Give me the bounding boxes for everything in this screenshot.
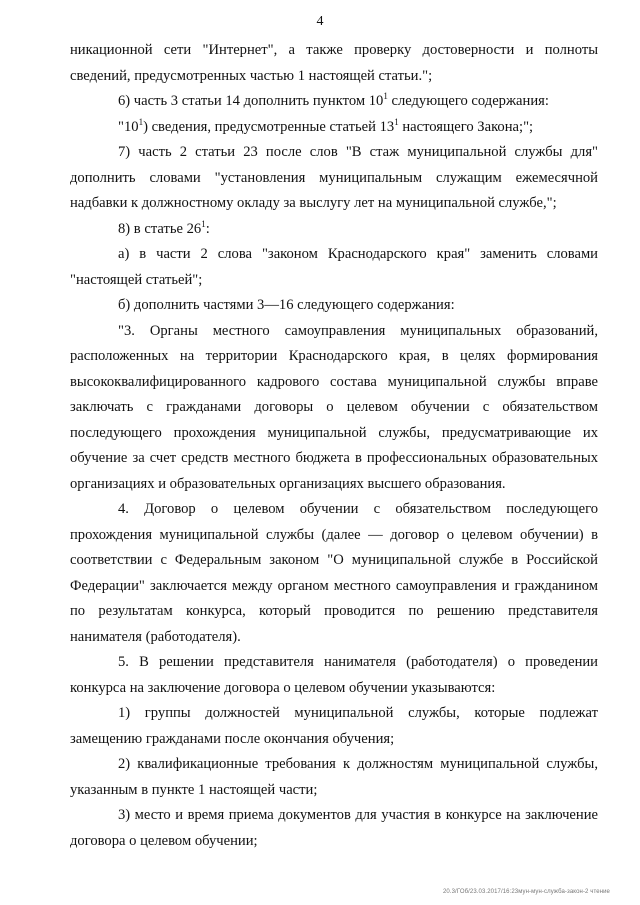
paragraph-text: :: [205, 220, 210, 237]
paragraph-text: 6) часть 3 статьи 14 дополнить пунктом 10: [118, 93, 384, 109]
paragraph: [70, 319, 598, 498]
superscript: 1: [383, 91, 388, 102]
paragraph: [70, 752, 598, 803]
paragraph-text: "10: [118, 118, 139, 135]
paragraph-text: 8) в статье 26: [118, 220, 202, 237]
paragraph: [70, 115, 598, 141]
paragraph-text: ) сведения, предусмотренные статьей 13: [143, 118, 395, 135]
paragraph-text: 1) группы должностей муниципальной службы, которые подлежат замещению гражданами после окончания обучения;: [70, 705, 598, 747]
footer-file-stamp: 20.3/ГОб/23.03.2017/16:23мун-мун-служба-закон-2 чтение: [442, 889, 610, 895]
superscript: 1: [201, 218, 206, 229]
superscript: 1: [138, 116, 144, 127]
paragraph-text: 7) часть 2 статьи 23 после слов "В стаж муниципальной службы для" дополнить словами "установления муниципальным служащим ежемесячной надбавки к должностному окладу за выслугу лет на муниципальной службе,";: [70, 144, 598, 211]
paragraph: [70, 701, 598, 752]
paragraph-text: 2) квалификационные требования к должностям муниципальной службы, указанным в пункте 1 настоящей части;: [70, 756, 598, 798]
paragraph: [70, 89, 598, 115]
paragraph: [70, 293, 598, 319]
paragraph-text: 5. В решении представителя нанимателя (работодателя) о проведении конкурса на заключение договора о целевом обучении указываются:: [70, 654, 598, 696]
paragraph-text: а) в части 2 слова "законом Краснодарского края" заменить словами "настоящей статьей";: [70, 246, 598, 288]
paragraph: [70, 242, 598, 293]
paragraph: [70, 140, 598, 217]
document-body: [70, 38, 598, 854]
paragraph: [70, 803, 598, 854]
page-number: 4: [316, 14, 324, 29]
paragraph-text: 3) место и время приема документов для участия в конкурсе на заключение договора о целевом обучении;: [70, 807, 598, 849]
paragraph-text: никационной сети "Интернет", а также проверку достоверности и полноты сведений, предусмотренных частью 1 настоящей статьи.";: [70, 42, 598, 84]
paragraph: [70, 217, 598, 243]
superscript: 1: [394, 116, 399, 127]
paragraph: [70, 650, 598, 701]
paragraph-text: 4. Договор о целевом обучении с обязательством последующего прохождения муниципальной службы (далее — договор о целевом обучении) в соответствии с Федеральным законом "О муниципальной службе в Российской Федерации" заключается между органом местного самоуправления и гражданином по результатам конкурса, который проводится по решению представителя нанимателя (работодателя).: [70, 501, 598, 645]
paragraph: [70, 38, 598, 89]
paragraph-text: "3. Органы местного самоуправления муниципальных образований, расположенных на территории Краснодарского края, в целях формирования высококвалифицированного кадрового состава муниципальной службы вправе заключать с гражданами договоры о целевом обучении с обязательством последующего прохождения муниципальной службы, предусматривающие их обучение за счет средств местного бюджета в профессиональных образовательных организациях и образовательных организациях высшего образования.: [70, 322, 598, 492]
paragraph: [70, 497, 598, 650]
paragraph-text: б) дополнить частями 3—16 следующего содержания:: [118, 297, 455, 313]
paragraph-text: настоящего Закона;";: [398, 118, 534, 135]
paragraph-text: следующего содержания:: [387, 93, 549, 109]
